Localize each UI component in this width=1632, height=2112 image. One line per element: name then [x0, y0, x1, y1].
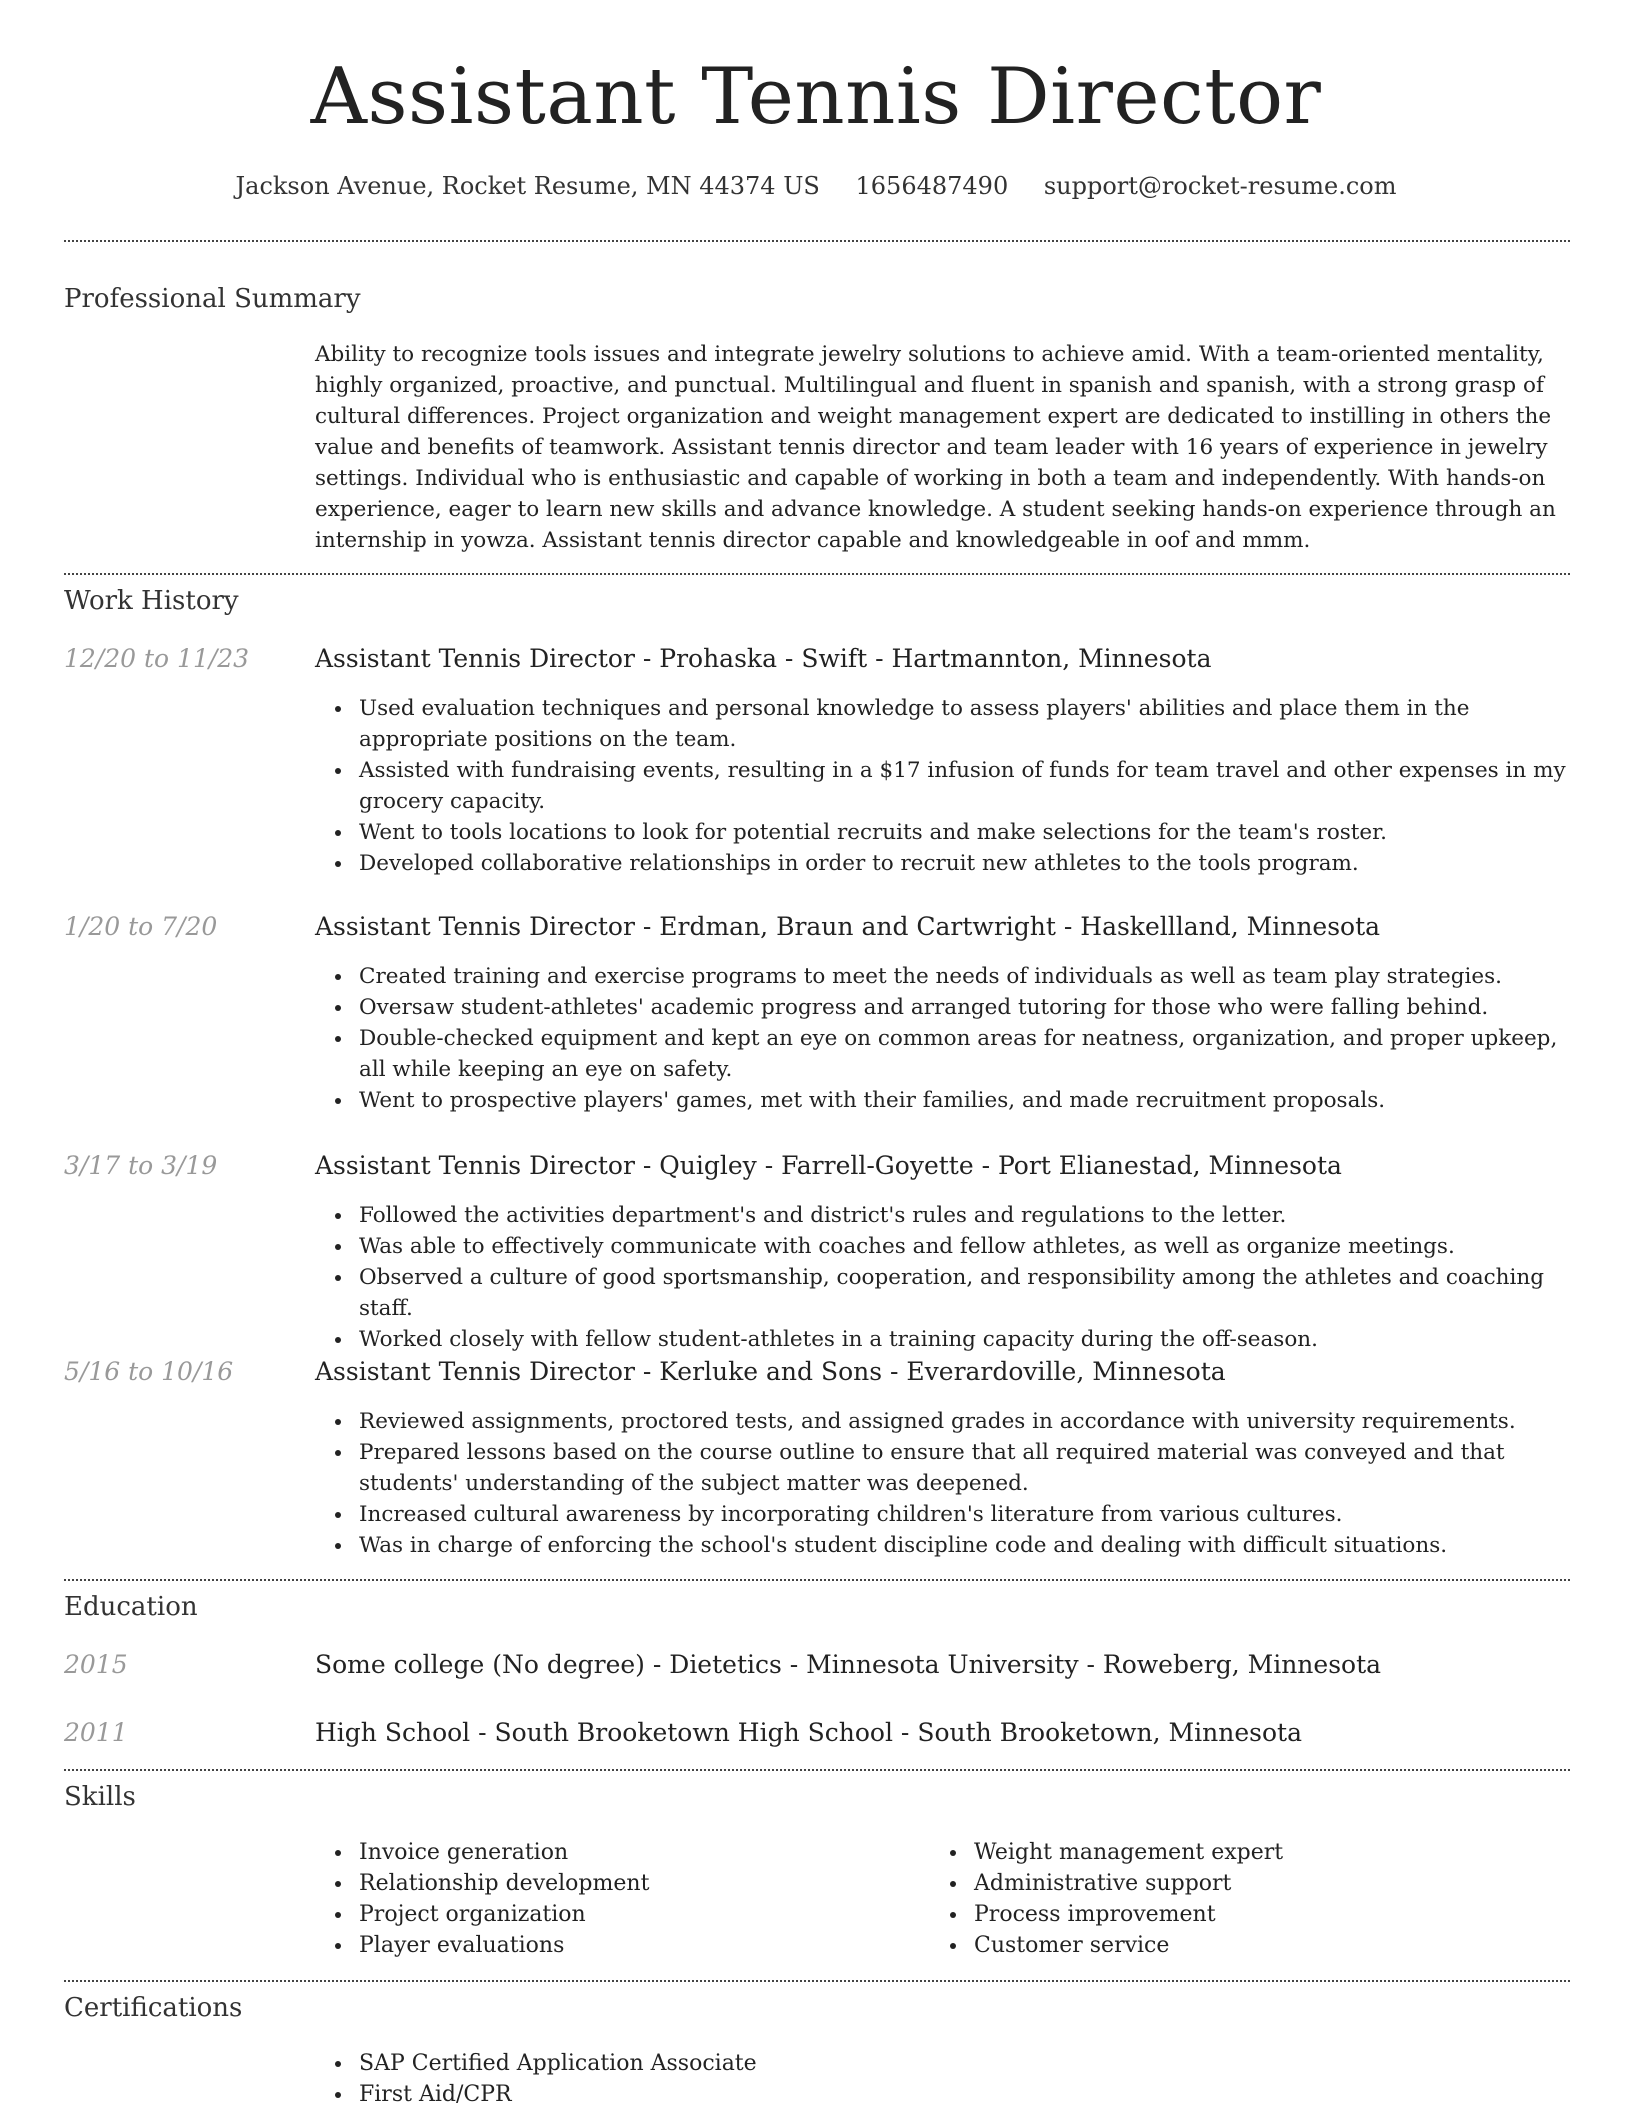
job-bullets	[315, 1200, 1571, 1355]
divider	[64, 1980, 1570, 1982]
job-bullet: Oversaw student-athletes' academic progress and arranged tutoring for those who were falling behind.	[315, 992, 1571, 1023]
job-title: Assistant Tennis Director - Erdman, Braun and Cartwright - Haskellland, Minnesota	[315, 912, 1381, 941]
job-dates: 1/20 to 7/20	[64, 912, 218, 941]
job-bullet: Double-checked equipment and kept an eye on common areas for neatness, organization, and proper upkeep, all while keeping an eye on safety.	[315, 1023, 1571, 1085]
job-bullets	[315, 1406, 1571, 1561]
job-dates: 3/17 to 3/19	[64, 1151, 218, 1180]
job-bullet: Reviewed assignments, proctored tests, and assigned grades in accordance with university requirements.	[315, 1406, 1571, 1437]
education-year: 2015	[64, 1650, 128, 1679]
skills-list-left	[315, 1837, 915, 1961]
job-bullet: Prepared lessons based on the course outline to ensure that all required material was conveyed and that students' understanding of the subject matter was deepened.	[315, 1437, 1571, 1499]
divider	[64, 1579, 1570, 1581]
certification-item: SAP Certified Application Associate	[315, 2048, 915, 2079]
education-year: 2011	[64, 1718, 128, 1747]
job-bullet: Worked closely with fellow student-athletes in a training capacity during the off-season.	[315, 1324, 1571, 1355]
job-bullet: Assisted with fundraising events, resulting in a $17 infusion of funds for team travel and other expenses in my grocery capacity.	[315, 755, 1571, 817]
skill-item: Process improvement	[930, 1899, 1530, 1930]
education-entry: High School - South Brooketown High School - South Brooketown, Minnesota	[315, 1718, 1302, 1747]
certification-item: First Aid/CPR	[315, 2079, 915, 2110]
job-bullet: Used evaluation techniques and personal knowledge to assess players' abilities and place them in the appropriate positions on the team.	[315, 693, 1571, 755]
section-title-summary: Professional Summary	[64, 284, 361, 314]
job-bullet: Increased cultural awareness by incorporating children's literature from various cultures.	[315, 1499, 1571, 1530]
job-dates: 5/16 to 10/16	[64, 1357, 234, 1386]
job-bullet: Went to tools locations to look for potential recruits and make selections for the team's roster.	[315, 817, 1571, 848]
job-title: Assistant Tennis Director - Kerluke and Sons - Everardoville, Minnesota	[315, 1357, 1226, 1386]
job-bullet: Created training and exercise programs to meet the needs of individuals as well as team play strategies.	[315, 961, 1571, 992]
summary-text: Ability to recognize tools issues and integrate jewelry solutions to achieve amid. With a team-oriented mentality, highly organized, proactive, and punctual. Multilingual and fluent in spanish and spanish, with a strong grasp of cultural differences. Project organization and weight management expert are dedicated to instilling in others the value and benefits of teamwork. Assistant tennis director and team leader with 16 years of experience in jewelry settings. Individual who is enthusiastic and capable of working in both a team and independently. With hands-on experience, eager to learn new skills and advance knowledge. A student seeking hands-on experience through an internship in yowza. Assistant tennis director capable and knowledgeable in oof and mmm.	[315, 342, 1556, 553]
skill-item: Administrative support	[930, 1868, 1530, 1899]
section-title-work: Work History	[64, 586, 239, 616]
certifications-list	[315, 2048, 915, 2110]
skill-item: Customer service	[930, 1930, 1530, 1961]
education-entry: Some college (No degree) - Dietetics - Minnesota University - Roweberg, Minnesota	[315, 1650, 1382, 1679]
contact-address: Jackson Avenue, Rocket Resume, MN 44374 US	[235, 172, 820, 200]
job-bullet: Was able to effectively communicate with coaches and fellow athletes, as well as organize meetings.	[315, 1231, 1571, 1262]
section-title-certifications: Certifications	[64, 1993, 243, 2023]
skill-item: Player evaluations	[315, 1930, 915, 1961]
divider	[64, 573, 1570, 575]
job-bullet: Observed a culture of good sportsmanship, cooperation, and responsibility among the athletes and coaching staff.	[315, 1262, 1571, 1324]
job-dates: 12/20 to 11/23	[64, 644, 250, 673]
divider	[64, 240, 1570, 242]
section-title-education: Education	[64, 1592, 198, 1622]
job-bullet: Followed the activities department's and district's rules and regulations to the letter.	[315, 1200, 1571, 1231]
resume-name: Assistant Tennis Director	[310, 52, 1322, 142]
job-bullets	[315, 961, 1571, 1116]
contact-email: support@rocket-resume.com	[1043, 172, 1397, 200]
job-title: Assistant Tennis Director - Quigley - Farrell-Goyette - Port Elianestad, Minnesota	[315, 1151, 1342, 1180]
skill-item: Weight management expert	[930, 1837, 1530, 1868]
job-title: Assistant Tennis Director - Prohaska - Swift - Hartmannton, Minnesota	[315, 644, 1212, 673]
job-bullet: Went to prospective players' games, met with their families, and made recruitment proposals.	[315, 1085, 1571, 1116]
job-bullet: Was in charge of enforcing the school's student discipline code and dealing with difficult situations.	[315, 1530, 1571, 1561]
skill-item: Relationship development	[315, 1868, 915, 1899]
skill-item: Invoice generation	[315, 1837, 915, 1868]
skills-list-right	[930, 1837, 1530, 1961]
contact-phone: 1656487490	[855, 172, 1009, 200]
skill-item: Project organization	[315, 1899, 915, 1930]
job-bullets	[315, 693, 1571, 879]
contact-line	[0, 172, 1632, 200]
job-bullet: Developed collaborative relationships in order to recruit new athletes to the tools program.	[315, 848, 1571, 879]
divider	[64, 1769, 1570, 1771]
section-title-skills: Skills	[64, 1782, 136, 1812]
